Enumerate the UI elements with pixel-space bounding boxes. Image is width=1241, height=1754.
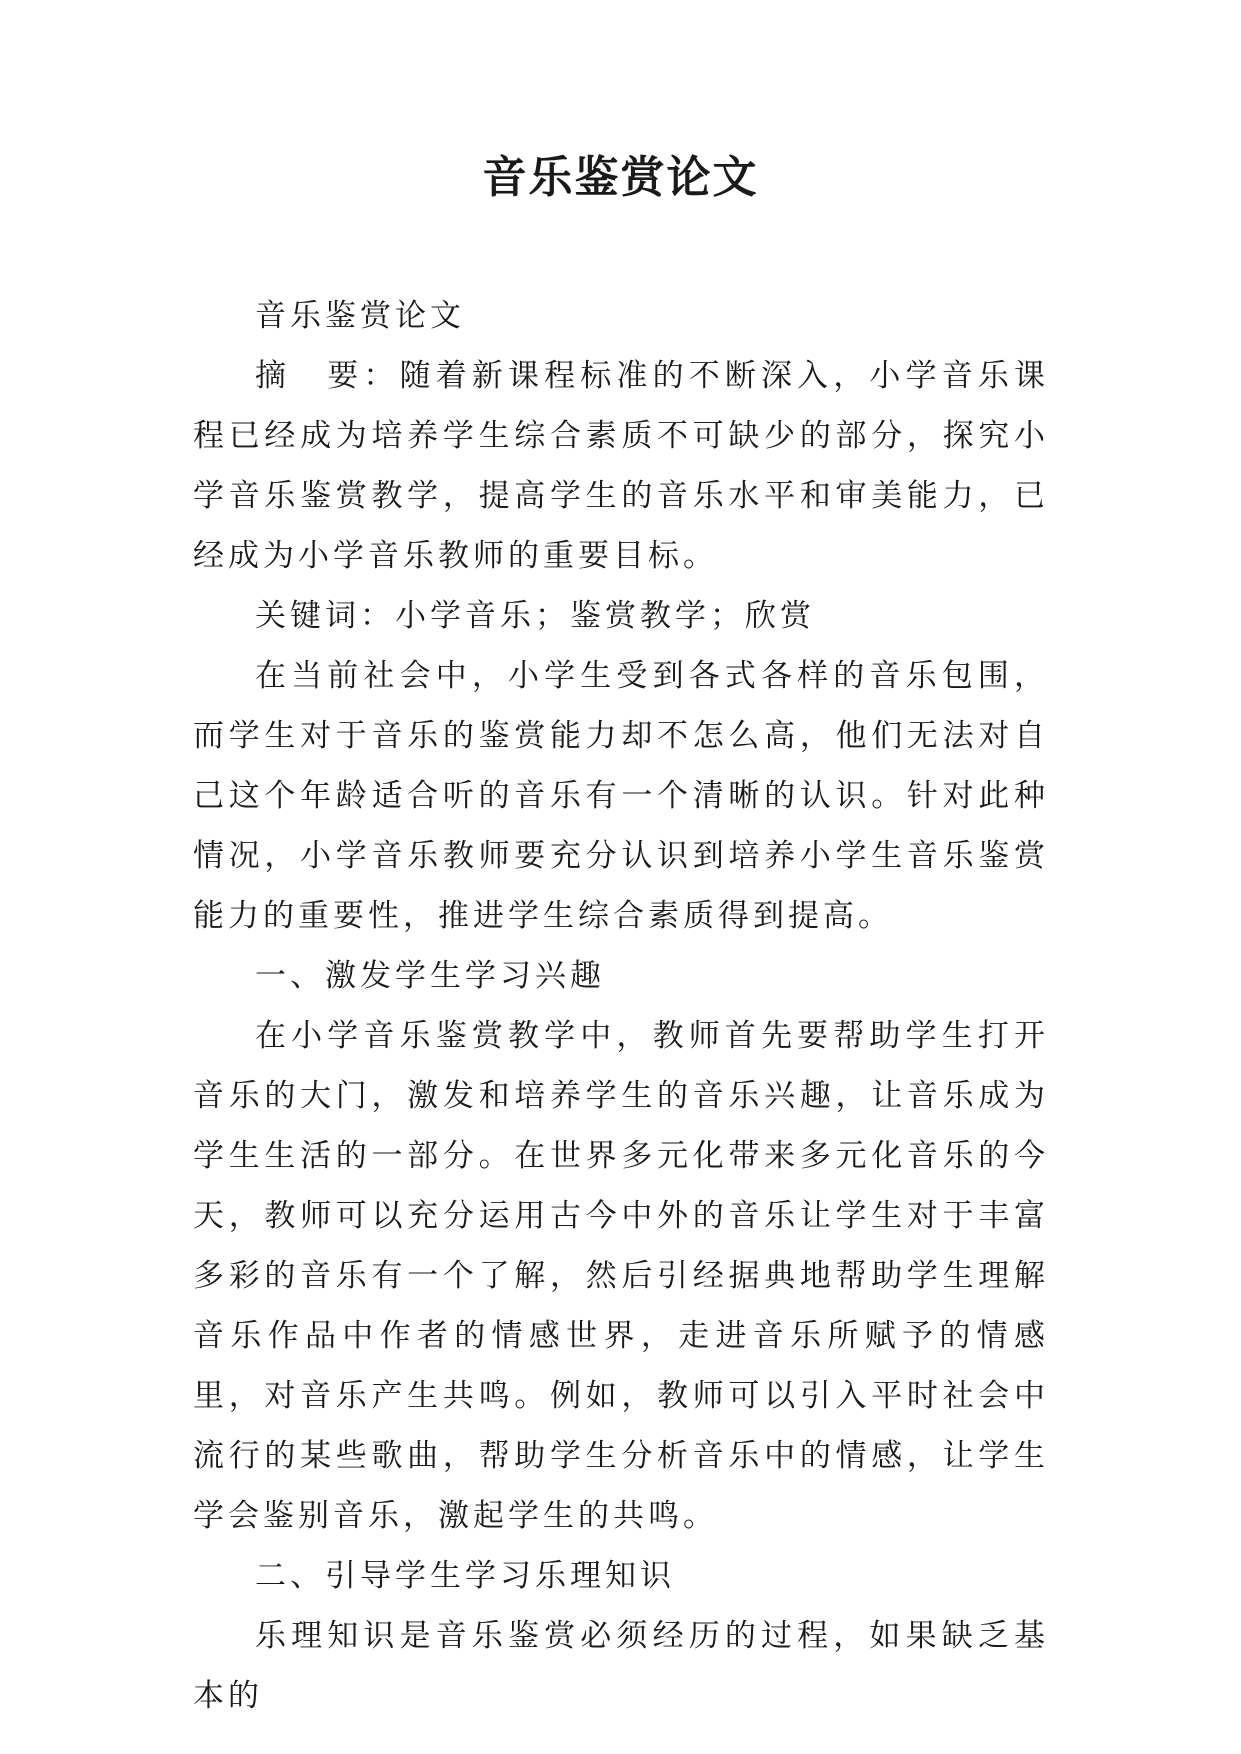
paragraph-keywords: 关键词：小学音乐；鉴赏教学；欣赏 bbox=[255, 598, 815, 634]
document-title: 音乐鉴赏论文 bbox=[482, 152, 759, 203]
paragraph-heading: 音乐鉴赏论文 bbox=[255, 298, 465, 334]
paragraph-abstract: 摘 要：随着新课程标准的不断深入，小学音乐课程已经成为培养学生综合素质不可缺少的部分，探究小学音乐鉴赏教学，提高学生的音乐水平和审美能力，已经成为小学音乐教师的重要目标。 bbox=[193, 358, 1049, 574]
paragraph-section-1: 在小学音乐鉴赏教学中，教师首先要帮助学生打开音乐的大门，激发和培养学生的音乐兴趣，让音乐成为学生生活的一部分。在世界多元化带来多元化音乐的今天，教师可以充分运用古今中外的音乐让学生对于丰富多彩的音乐有一个了解，然后引经据典地帮助学生理解音乐作品中作者的情感世界，走进音乐所赋予的情感里，对音乐产生共鸣。例如，教师可以引入平时社会中流行的某些歌曲，帮助学生分析音乐中的情感，让学生学会鉴别音乐，激起学生的共鸣。 bbox=[193, 1018, 1049, 1534]
section-heading-1: 一、激发学生学习兴趣 bbox=[255, 958, 605, 994]
document-body bbox=[193, 286, 1049, 1726]
paragraph-section-2: 乐理知识是音乐鉴赏必须经历的过程，如果缺乏基本的 bbox=[193, 1618, 1049, 1714]
section-heading-2: 二、引导学生学习乐理知识 bbox=[255, 1558, 675, 1594]
paragraph-intro: 在当前社会中，小学生受到各式各样的音乐包围，而学生对于音乐的鉴赏能力却不怎么高，他们无法对自己这个年龄适合听的音乐有一个清晰的认识。针对此种情况，小学音乐教师要充分认识到培养小学生音乐鉴赏能力的重要性，推进学生综合素质得到提高。 bbox=[193, 658, 1049, 934]
